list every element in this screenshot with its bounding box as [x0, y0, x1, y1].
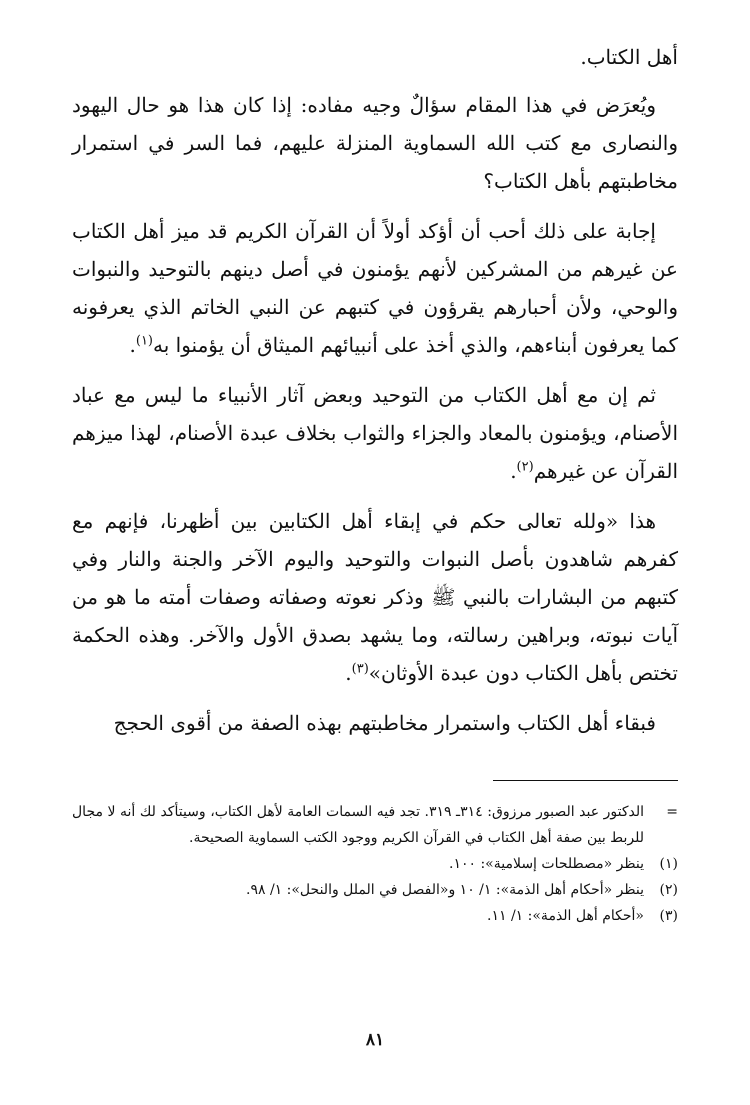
- paragraph-quote-end: .: [345, 661, 352, 685]
- paragraph-answer-end: .: [129, 333, 136, 357]
- paragraph-conclusion: فبقاء أهل الكتاب واستمرار مخاطبتهم بهذه الصفة من أقوى الحجج: [113, 711, 656, 735]
- page-number: ٨١: [365, 1030, 385, 1050]
- footnote-ref-2[interactable]: (٢): [516, 459, 534, 475]
- footnote-3: [72, 903, 678, 929]
- paragraph-continuation: أهل الكتاب.: [580, 45, 678, 69]
- footnote-continuation: [72, 799, 678, 851]
- paragraph-question: ويُعرَض في هذا المقام سؤالٌ وجيه مفاده: إذا كان هذا هو حال اليهود والنصارى مع كتب الله السماوية المنزلة عليهم، فما السر في استمرار مخاطبتهم بأهل الكتاب؟: [72, 93, 678, 193]
- footnote-separator: [493, 780, 678, 781]
- paragraph-answer-text: إجابة على ذلك أحب أن أؤكد أولاً أن القرآن الكريم قد ميز أهل الكتاب عن غيرهم من المشركين لأنهم يؤمنون في أصل دينهم بالتوحيد والنبوات والوحي، ولأن أحبارهم يقرؤون في كتبهم عن النبي الخاتم الذي يعرفونه كما يعرفون أبناءهم، والذي أخذ على أنبيائهم الميثاق أن يؤمنوا به: [72, 219, 678, 357]
- footnote-text: «أحكام أهل الذمة»: ١/ ١١.: [487, 908, 644, 924]
- footnote-ref-1[interactable]: (١): [135, 333, 153, 349]
- main-text: [72, 38, 678, 742]
- paragraph-distinction-text: ثم إن مع أهل الكتاب من التوحيد وبعض آثار الأنبياء ما ليس مع عباد الأصنام، ويؤمنون بالمعاد والجزاء والثواب بخلاف عبدة الأصنام، لهذا ميزهم القرآن عن غيرهم: [72, 383, 678, 483]
- paragraph-quote: [72, 502, 678, 692]
- footnote-1: [72, 851, 678, 877]
- footnote-mark: =: [666, 804, 678, 820]
- footnote-ref-3[interactable]: (٣): [351, 661, 369, 677]
- footnote-2: [72, 877, 678, 903]
- footnotes: [72, 799, 678, 929]
- paragraph-distinction-end: .: [510, 459, 517, 483]
- footnote-text: ينظر «أحكام أهل الذمة»: ١/ ١٠ و«الفصل في الملل والنحل»: ١/ ٩٨.: [246, 882, 644, 898]
- paragraph-quote-text: هذا «ولله تعالى حكم في إبقاء أهل الكتابين بين أظهرنا، فإنهم مع كفرهم شاهدون بأصل النبوات والتوحيد واليوم الآخر والجنة والنار وفي كتبهم من البشارات بالنبي ﷺ وذكر نعوته وصفاته وصفات أمته ما هو من آيات نبوته، وبراهين رسالته، وما يشهد بصدق الأول والآخر. وهذه الحكمة تختص بأهل الكتاب دون عبدة الأوثان»: [72, 509, 678, 685]
- footnote-mark: (٢): [659, 882, 678, 898]
- footnote-text: ينظر «مصطلحات إسلامية»: ١٠٠.: [449, 856, 644, 872]
- footnote-mark: (١): [659, 856, 678, 872]
- footnote-text: الدكتور عبد الصبور مرزوق: ٣١٤ـ ٣١٩. تجد فيه السمات العامة لأهل الكتاب، وسيتأكد لك أنه لا مجال للربط بين صفة أهل الكتاب في القرآن الكريم ووجود الكتب السماوية الصحيحة.: [72, 804, 644, 846]
- paragraph-answer: [72, 212, 678, 364]
- footnote-mark: (٣): [659, 908, 678, 924]
- paragraph-distinction: [72, 376, 678, 490]
